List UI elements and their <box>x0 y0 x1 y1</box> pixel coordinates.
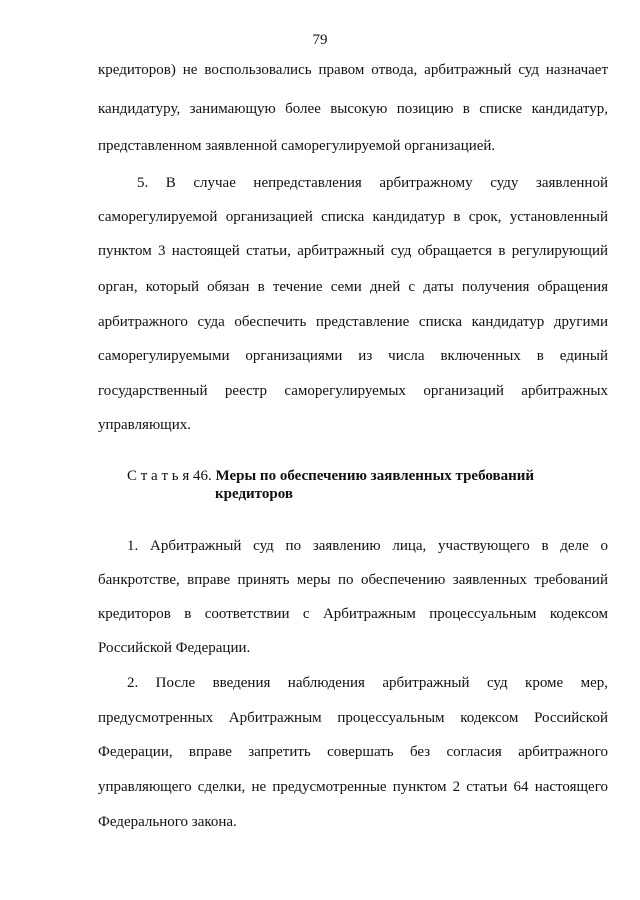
text-line: банкротстве, вправе принять меры по обеспечению заявленных требований <box>98 572 608 588</box>
article-title: Меры по обеспечению заявленных требований <box>215 468 535 484</box>
text-line: саморегулируемой организацией списка кандидатур в срок, установленный <box>98 209 608 225</box>
text-line: Федерации, вправе запретить совершать без согласия арбитражного <box>98 744 608 760</box>
text-line: орган, который обязан в течение семи дней с даты получения обращения <box>98 279 608 295</box>
text-line: Федерального закона. <box>98 814 237 830</box>
text-line: государственный реестр саморегулируемых организаций арбитражных <box>98 383 608 399</box>
page-number: 79 <box>312 32 328 48</box>
text-line: 5. В случае непредставления арбитражному суду заявленной <box>137 175 608 191</box>
text-line: управляющих. <box>98 417 191 433</box>
article-heading <box>127 466 534 486</box>
text-line: саморегулируемыми организациями из числа включенных в единый <box>98 348 608 364</box>
text-line: управляющего сделки, не предусмотренные пунктом 2 статьи 64 настоящего <box>98 779 608 795</box>
text-line: кредиторов в соответствии с Арбитражным процессуальным кодексом <box>98 606 608 622</box>
text-line: 1. Арбитражный суд по заявлению лица, участвующего в деле о <box>127 538 608 554</box>
text-line: представленном заявленной саморегулируемой организацией. <box>98 138 496 154</box>
text-line: кредиторов) не воспользовались правом отвода, арбитражный суд назначает <box>98 62 608 78</box>
text-line: кандидатуру, занимающую более высокую позицию в списке кандидатур, <box>98 101 608 117</box>
text-line: пунктом 3 настоящей статьи, арбитражный суд обращается в регулирующий <box>98 243 608 259</box>
article-title-continued: кредиторов <box>215 486 293 502</box>
text-line: 2. После введения наблюдения арбитражный суд кроме мер, <box>127 675 608 691</box>
text-line: Российской Федерации. <box>98 640 251 656</box>
text-line: арбитражного суда обеспечить представление списка кандидатур другими <box>98 314 608 330</box>
article-label: С т а т ь я 46. <box>127 468 212 484</box>
text-line: предусмотренных Арбитражным процессуальным кодексом Российской <box>98 710 608 726</box>
